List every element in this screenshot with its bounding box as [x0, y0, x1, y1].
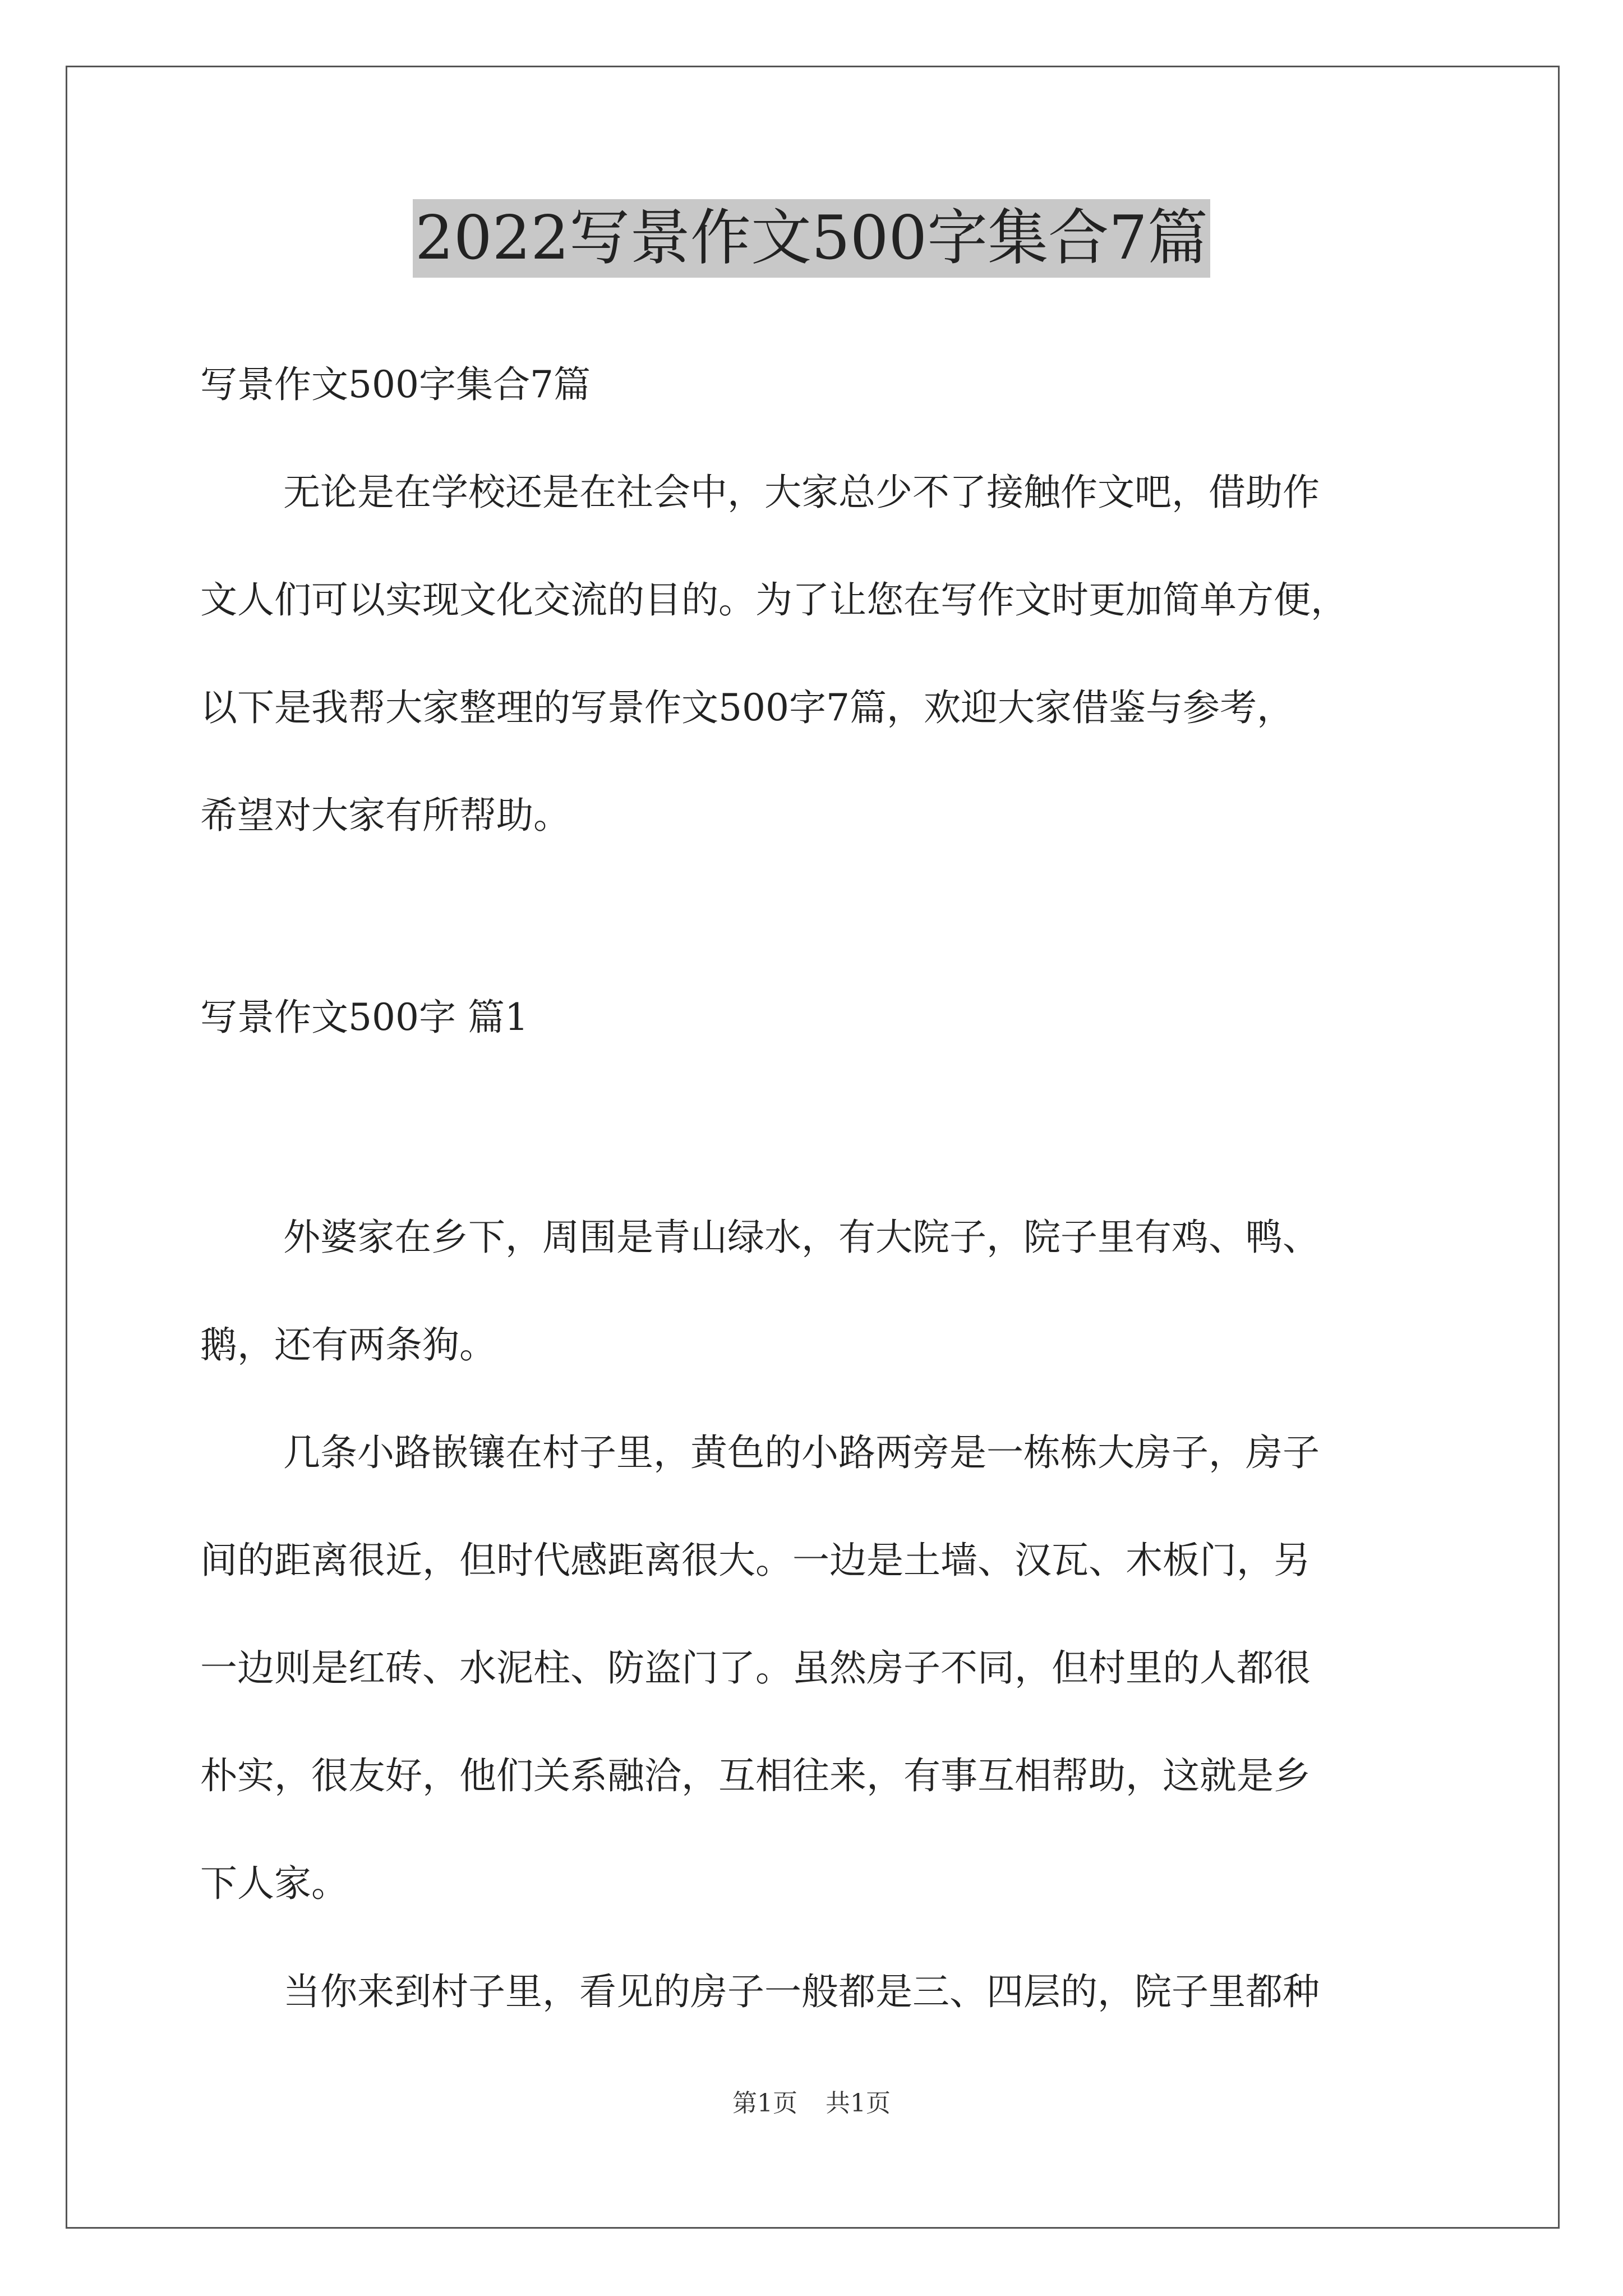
paragraph-line: 当你来到村子里，看见的房子一般都是三、四层的，院子里都种: [283, 1970, 1320, 2013]
section-heading: [200, 964, 1462, 1071]
paragraph-line: 间的距离很近，但时代感距离很大。一边是土墙、汉瓦、木板门，另: [200, 1539, 1311, 1582]
section-heading-text: 写景作文500字 篇1: [200, 996, 528, 1039]
paragraph-line: 外婆家在乡下，周围是青山绿水，有大院子，院子里有鸡、鸭、: [283, 1216, 1320, 1259]
paragraph-line: 鹅，还有两条狗。: [200, 1323, 496, 1366]
document-title: 2022写景作文500字集合7篇: [413, 199, 1210, 278]
intro-line: 希望对大家有所帮助。: [200, 794, 570, 837]
body-paragraph: [200, 1184, 1462, 1399]
intro-line: 以下是我帮大家整理的写景作文500字7篇，欢迎大家借鉴与参考，: [200, 686, 1294, 729]
paragraph-line: 朴实，很友好，他们关系融洽，互相往来，有事互相帮助，这就是乡: [200, 1754, 1311, 1797]
title-container: [0, 199, 1623, 278]
paragraph-line: 一边则是红砖、水泥柱、防盗门了。虽然房子不同，但村里的人都很: [200, 1646, 1311, 1690]
subtitle-line: 写景作文500字集合7篇: [200, 363, 591, 406]
page-number: 第1页: [732, 2089, 797, 2118]
page-total: 共1页: [826, 2089, 891, 2118]
intro-line: 无论是在学校还是在社会中，大家总少不了接触作文吧，借助作: [283, 471, 1320, 514]
body-paragraph: [200, 1938, 1462, 2046]
body-paragraph: [200, 1399, 1462, 1938]
document-subtitle: [200, 331, 1462, 439]
page-footer: [0, 2087, 1623, 2120]
paragraph-line: 下人家。: [200, 1862, 348, 1905]
paragraph-line: 几条小路嵌镶在村子里，黄色的小路两旁是一栋栋大房子，房子: [283, 1431, 1320, 1474]
intro-line: 文人们可以实现文化交流的目的。为了让您在写作文时更加简单方便，: [200, 578, 1348, 622]
intro-paragraph: [200, 439, 1462, 869]
